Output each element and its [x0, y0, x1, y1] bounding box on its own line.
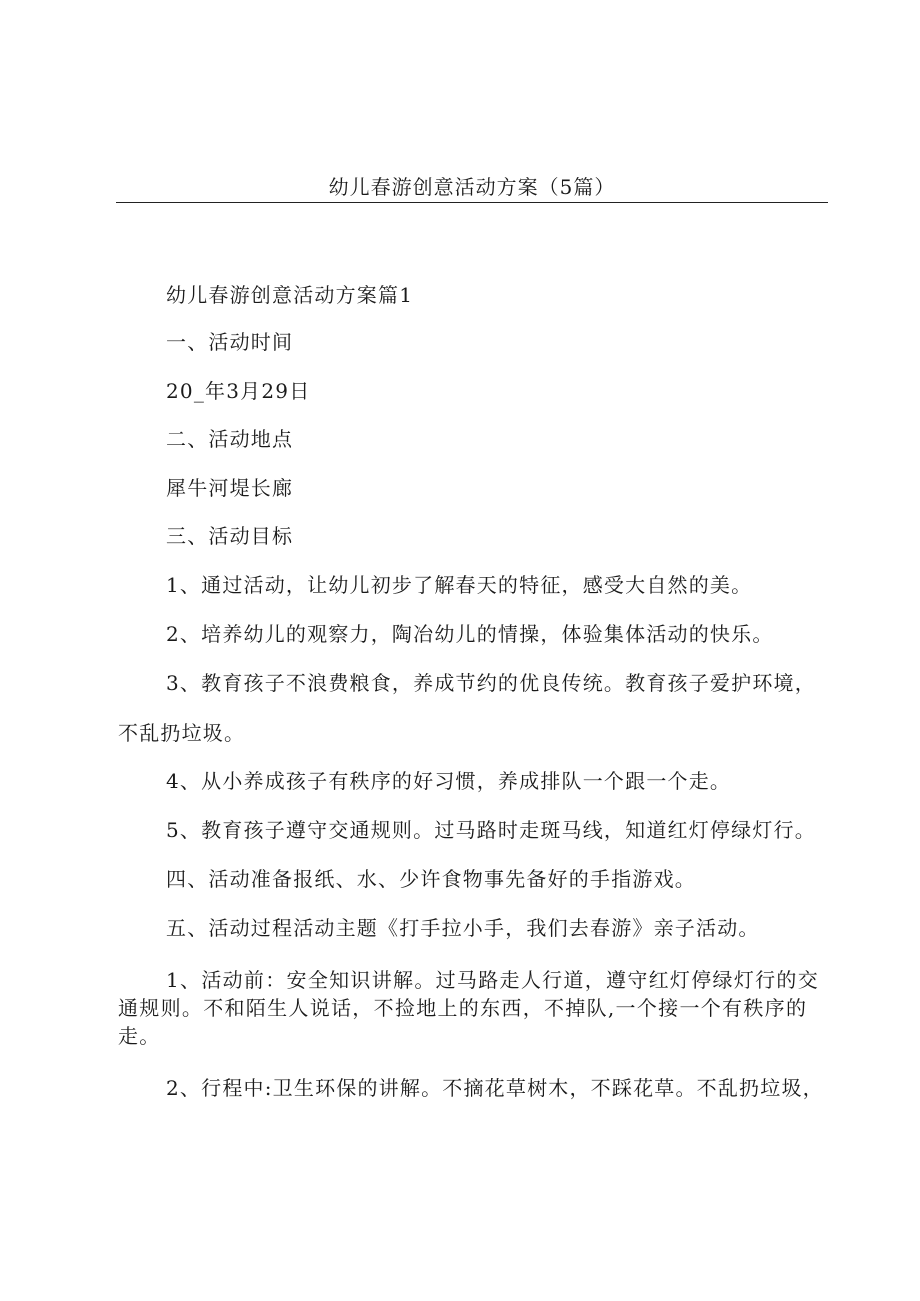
title-divider: [116, 202, 828, 203]
paragraph: 1、活动前：安全知识讲解。过马路走人行道，遵守红灯停绿灯行的交通规则。不和陌生人说话，不捡地上的东西，不掉队,一个接一个有秩序的走。: [118, 968, 820, 1048]
paragraph: 四、活动准备报纸、水、少许食物事先备好的手指游戏。: [166, 867, 696, 891]
paragraph: 5、教育孩子遵守交通规则。过马路时走斑马线，知道红灯停绿灯行。: [166, 818, 816, 842]
paragraph: 犀牛河堤长廊: [166, 476, 294, 500]
paragraph: 3、教育孩子不浪费粮食，养成节约的优良传统。教育孩子爱护环境，: [166, 671, 816, 695]
document-title: 幼儿春游创意活动方案（5篇）: [328, 175, 616, 199]
paragraph: 2、培养幼儿的观察力，陶冶幼儿的情操，体验集体活动的快乐。: [166, 622, 774, 646]
section-heading: 幼儿春游创意活动方案篇1: [166, 283, 414, 307]
paragraph: 1、通过活动，让幼儿初步了解春天的特征，感受大自然的美。: [166, 573, 753, 597]
paragraph: 一、活动时间: [166, 330, 294, 354]
paragraph: 五、活动过程活动主题《打手拉小手，我们去春游》亲子活动。: [166, 916, 760, 940]
paragraph: 20_年3月29日: [166, 379, 311, 403]
paragraph: 2、行程中:卫生环保的讲解。不摘花草树木，不踩花草。不乱扔垃圾，: [166, 1076, 824, 1100]
paragraph: 不乱扔垃圾。: [118, 721, 246, 745]
paragraph: 4、从小养成孩子有秩序的好习惯，养成排队一个跟一个走。: [166, 769, 732, 793]
paragraph: 三、活动目标: [166, 524, 294, 548]
paragraph: 二、活动地点: [166, 427, 294, 451]
